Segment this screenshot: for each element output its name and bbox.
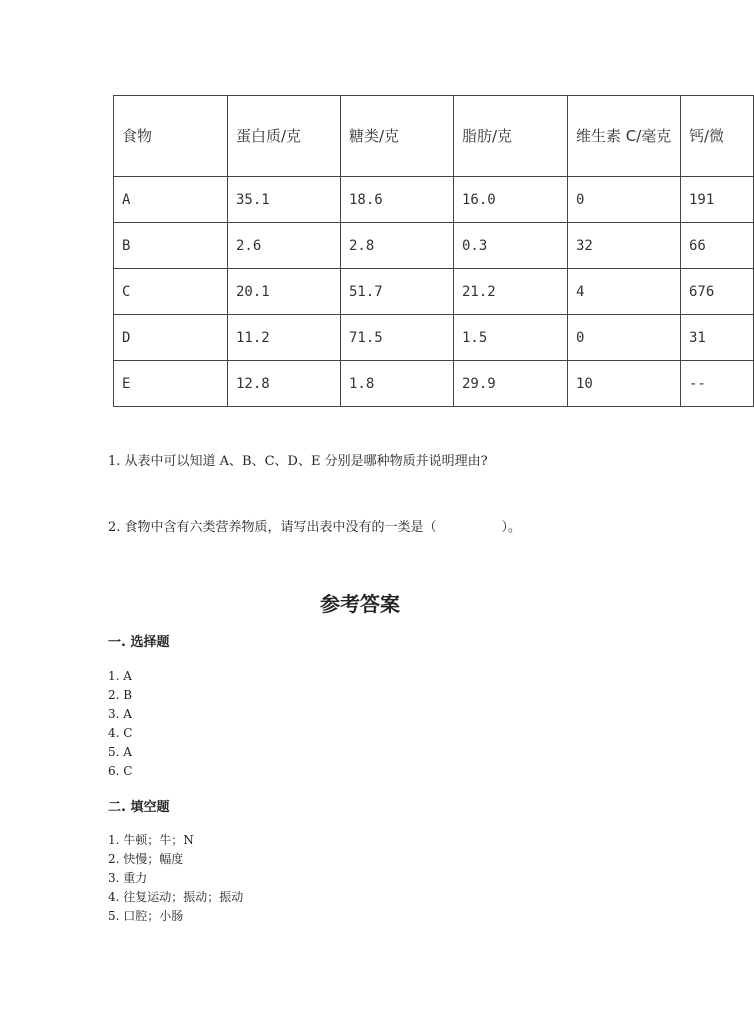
table-cell: 10: [568, 361, 681, 407]
header-food: 食物: [114, 96, 228, 177]
table-cell: 676: [681, 269, 754, 315]
answer-item: 2. 快慢；幅度: [108, 852, 184, 866]
table-cell: A: [114, 177, 228, 223]
table-cell: 0.3: [454, 223, 568, 269]
question-1: 1. 从表中可以知道 A、B、C、D、E 分别是哪种物质并说明理由?: [108, 454, 488, 469]
table-cell: C: [114, 269, 228, 315]
section-heading-fill: 二. 填空题: [108, 800, 170, 815]
table-cell: 71.5: [341, 315, 454, 361]
answer-item: 5. A: [108, 745, 132, 759]
table-cell: 4: [568, 269, 681, 315]
answer-item: 4. C: [108, 726, 133, 740]
table-row: [114, 223, 754, 269]
answer-item: 5. 口腔；小肠: [108, 909, 184, 923]
header-sugar: 糖类/克: [341, 96, 454, 177]
table-cell: 29.9: [454, 361, 568, 407]
table-cell: 16.0: [454, 177, 568, 223]
table-cell: E: [114, 361, 228, 407]
answer-item: 6. C: [108, 764, 133, 778]
choice-answer-list: [108, 667, 132, 781]
table-cell: 2.8: [341, 223, 454, 269]
answer-item: 3. A: [108, 707, 132, 721]
table-cell: 20.1: [228, 269, 341, 315]
table-cell: 12.8: [228, 361, 341, 407]
table-cell: 2.6: [228, 223, 341, 269]
table-cell: 11.2: [228, 315, 341, 361]
header-fat: 脂肪/克: [454, 96, 568, 177]
table-row: [114, 177, 754, 223]
header-protein: 蛋白质/克: [228, 96, 341, 177]
answer-item: 1. 牛顿；牛；N: [108, 833, 194, 847]
table-cell: 32: [568, 223, 681, 269]
table-cell: 66: [681, 223, 754, 269]
table-header-row: [114, 96, 754, 177]
header-vitamin-c: 维生素 C/毫克: [568, 96, 681, 177]
table-cell: 0: [568, 315, 681, 361]
table-cell: D: [114, 315, 228, 361]
table-cell: 21.2: [454, 269, 568, 315]
fill-answer-list: [108, 831, 243, 926]
table-cell: 1.8: [341, 361, 454, 407]
table-cell: --: [681, 361, 754, 407]
answer-item: 2. B: [108, 688, 133, 702]
answer-item: 3. 重力: [108, 871, 148, 885]
table-cell: 18.6: [341, 177, 454, 223]
answer-key-title: 参考答案: [320, 592, 400, 616]
table-row: [114, 315, 754, 361]
nutrition-table: [113, 95, 754, 407]
answer-item: 4. 往复运动；振动；振动: [108, 890, 244, 904]
table-cell: 35.1: [228, 177, 341, 223]
answer-item: 1. A: [108, 669, 132, 683]
table-cell: 191: [681, 177, 754, 223]
table-row: [114, 269, 754, 315]
table-cell: 51.7: [341, 269, 454, 315]
question-2: 2. 食物中含有六类营养物质，请写出表中没有的一类是（ ）。: [108, 520, 522, 535]
header-calcium: 钙/微: [681, 96, 754, 177]
table-cell: 31: [681, 315, 754, 361]
table-cell: 0: [568, 177, 681, 223]
section-heading-choice: 一. 选择题: [108, 635, 170, 650]
table-cell: 1.5: [454, 315, 568, 361]
table-row: [114, 361, 754, 407]
table-cell: B: [114, 223, 228, 269]
